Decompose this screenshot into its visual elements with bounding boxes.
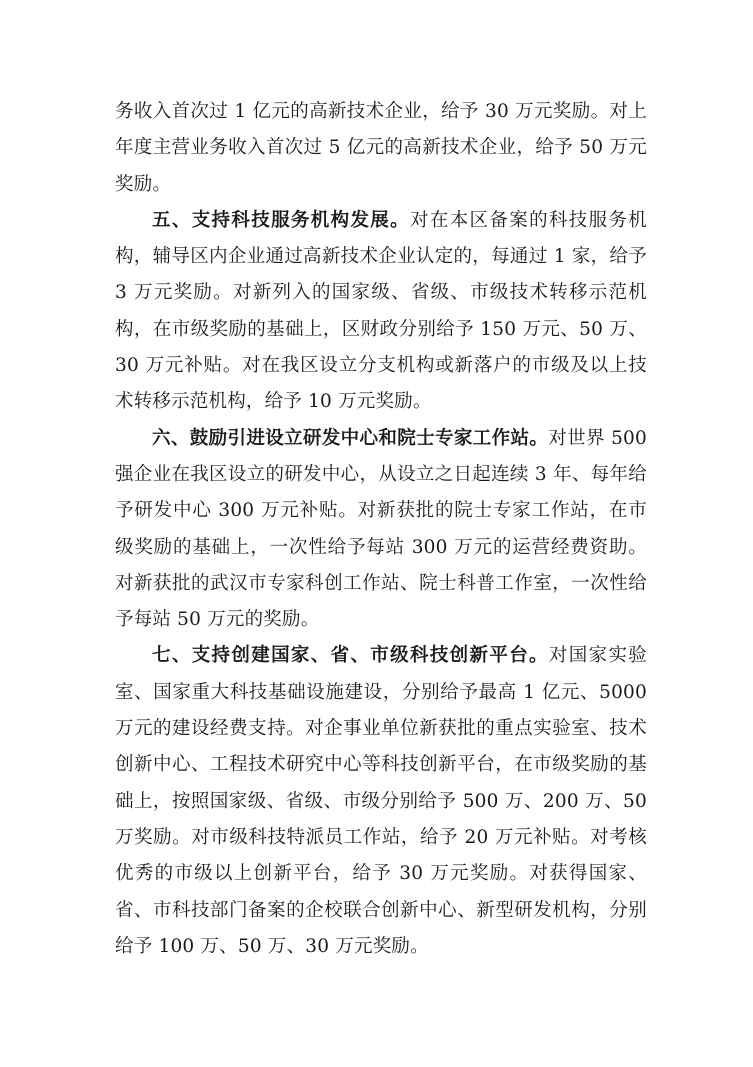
- section-heading: 五、支持科技服务机构发展。: [152, 209, 410, 231]
- paragraph-body: 务收入首次过 1 亿元的高新技术企业，给予 30 万元奖励。对上年度主营业务收入首次过 5 亿元的高新技术企业，给予 50 万元奖励。: [115, 101, 647, 195]
- paragraph-body: 对在本区备案的科技服务机构，辅导区内企业通过高新技术企业认定的，每通过 1 家，给予 3 万元奖励。对新列入的国家级、省级、市级技术转移示范机构，在市级奖励的基础上，区财政分别给予 150 万元、50 万、30 万元补贴。对在我区设立分支机构或新落户的市级及以上技术转移示范机构，给予 10 万元奖励。: [115, 209, 647, 413]
- paragraph-body: 对国家实验室、国家重大科技基础设施建设，分别给予最高 1 亿元、5000 万元的建设经费支持。对企事业单位新获批的重点实验室、技术创新中心、工程技术研究中心等科技创新平台，在市级奖励的基础上，按照国家级、省级、市级分别给予 500 万、200 万、50 万奖励。对市级科技特派员工作站，给予 20 万元补贴。对考核优秀的市级以上创新平台，给予 30 万元奖励。对获得国家、省、市科技部门备案的企校联合创新中心、新型研发机构，分别给予 100 万、50 万、30 万元奖励。: [115, 645, 647, 957]
- paragraph-continuation: [115, 94, 647, 203]
- document-body: [115, 94, 647, 965]
- paragraph-section-5: [115, 203, 647, 421]
- paragraph-section-6: [115, 421, 647, 639]
- paragraph-section-7: [115, 638, 647, 965]
- section-heading: 七、支持创建国家、省、市级科技创新平台。: [152, 645, 549, 667]
- paragraph-body: 对世界 500 强企业在我区设立的研发中心，从设立之日起连续 3 年、每年给予研发中心 300 万元补贴。对新获批的院士专家工作站，在市级奖励的基础上，一次性给予每站 300 万元的运营经费资助。对新获批的武汉市专家科创工作站、院士科普工作室，一次性给予每站 50 万元的奖励。: [115, 427, 647, 631]
- section-heading: 六、鼓励引进设立研发中心和院士专家工作站。: [152, 427, 549, 449]
